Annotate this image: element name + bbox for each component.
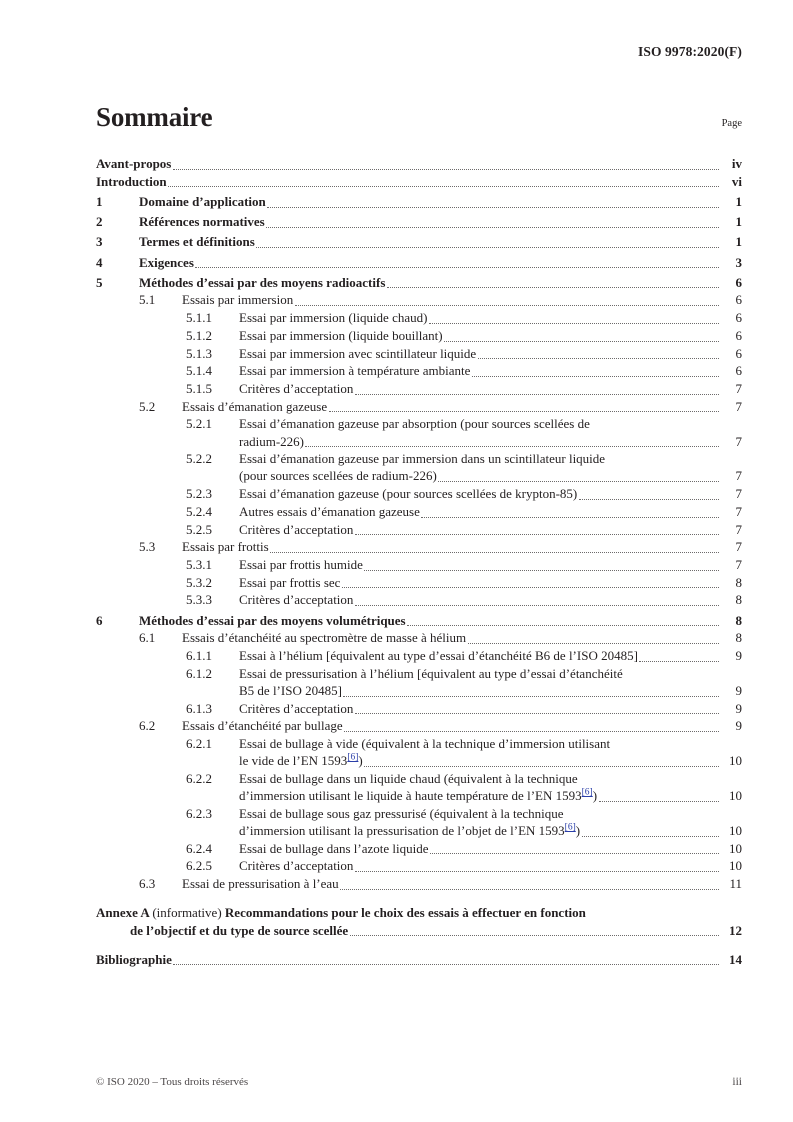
toc-leader-line <box>239 503 742 520</box>
page-column-label: Page <box>721 118 742 129</box>
toc-entry-label-line1: Essai de bullage à vide (équivalent à la technique d’immersion utilisant <box>239 736 611 751</box>
toc-entry-page-number: 9 <box>735 682 742 698</box>
toc-entry[interactable] <box>96 173 742 190</box>
toc-leader-line <box>182 875 742 892</box>
dot-leader <box>270 543 718 553</box>
dot-leader <box>267 198 718 208</box>
dot-leader <box>364 757 718 767</box>
toc-entry[interactable] <box>96 840 742 857</box>
table-of-contents <box>96 155 742 968</box>
toc-entry-label: Exigences <box>139 254 194 270</box>
toc-entry-body <box>239 770 742 804</box>
toc-entry[interactable] <box>96 735 742 769</box>
dot-leader <box>582 827 719 837</box>
toc-entry-number: 2 <box>96 214 103 230</box>
toc-entry-page-number: 9 <box>735 700 742 716</box>
toc-entry-label: Essais d’étanchéité au spectromètre de masse à hélium <box>182 630 467 646</box>
toc-entry-label-line1: Essai d’émanation gazeuse par absorption (pour sources scellées de <box>239 416 590 432</box>
toc-entry[interactable] <box>96 155 742 172</box>
toc-leader-line <box>139 233 742 250</box>
toc-entry-page-number: 1 <box>735 193 742 209</box>
dot-leader <box>421 508 718 518</box>
annex-name: Annexe A <box>96 905 153 921</box>
toc-entry-page-number: 7 <box>735 503 742 519</box>
toc-entry-label: Critères d’acceptation <box>239 858 354 874</box>
toc-entry-label: de l’objectif et du type de source scellée <box>130 922 349 938</box>
toc-entry-label-suffix: ) <box>592 788 598 804</box>
toc-entry-page-number: 9 <box>735 718 742 734</box>
toc-entry-body <box>139 233 742 250</box>
toc-entry-body <box>239 647 742 664</box>
toc-entry[interactable] <box>96 450 742 484</box>
copyright-notice: © ISO 2020 – Tous droits réservés <box>96 1076 249 1088</box>
toc-leader-line <box>96 922 742 939</box>
dot-leader <box>468 634 719 644</box>
toc-entry-label-line1: Essai de pressurisation à l’hélium [équivalent au type d’essai d’étanchéité <box>239 665 623 681</box>
toc-entry[interactable] <box>96 485 742 502</box>
toc-entry-label-line1: Essai de bullage dans un liquide chaud (équivalent à la technique <box>239 770 578 786</box>
toc-leader-line <box>182 398 742 415</box>
toc-entry-number: 6.2.5 <box>186 858 212 874</box>
dot-leader <box>355 862 719 872</box>
dot-leader <box>340 880 718 890</box>
toc-entry-label <box>239 787 597 804</box>
toc-leader-line <box>239 345 742 362</box>
toc-entry-page-number: 7 <box>735 398 742 414</box>
dot-leader <box>407 616 718 626</box>
toc-entry-number: 5.3.3 <box>186 592 212 608</box>
toc-entry-page-number: 6 <box>735 327 742 343</box>
toc-leader-line <box>239 682 742 699</box>
toc-entry-page-number: 10 <box>729 840 742 856</box>
toc-entry[interactable] <box>96 254 742 271</box>
toc-entry-number: 6 <box>96 612 103 628</box>
toc-entry[interactable] <box>96 665 742 699</box>
toc-entry-page-number: 7 <box>735 556 742 572</box>
toc-entry-number: 5.2.2 <box>186 451 212 467</box>
toc-entry-label: Critères d’acceptation <box>239 521 354 537</box>
dot-leader <box>355 596 719 606</box>
toc-entry-label: Essai de pressurisation à l’eau <box>182 876 339 892</box>
dot-leader <box>355 385 719 395</box>
page-folio: iii <box>732 1076 742 1088</box>
toc-entry-label: Essai par immersion (liquide bouillant) <box>239 327 443 343</box>
toc-leader-line <box>239 822 742 839</box>
toc-entry[interactable] <box>96 857 742 874</box>
toc-entry-number: 5.3.1 <box>186 556 212 572</box>
toc-entry-body <box>239 556 742 573</box>
toc-entry[interactable] <box>96 647 742 664</box>
toc-leader-line <box>239 380 742 397</box>
toc-entry[interactable] <box>96 591 742 608</box>
toc-entry-page-number: iv <box>731 156 742 171</box>
dot-leader <box>438 472 718 482</box>
toc-entry-number: 5.1.5 <box>186 380 212 396</box>
toc-entry-page-number: 6 <box>735 274 742 290</box>
dot-leader <box>472 367 719 377</box>
toc-entry-label: Essais par frottis <box>182 539 269 555</box>
toc-entry-number: 6.2 <box>139 718 156 734</box>
toc-entry[interactable] <box>96 875 742 892</box>
toc-entry-body <box>182 398 742 415</box>
toc-leader-line <box>182 291 742 308</box>
toc-entry[interactable] <box>96 380 742 397</box>
toc-entry-label: Essai par immersion (liquide chaud) <box>239 310 428 326</box>
toc-entry-number: 5.1 <box>139 292 156 308</box>
toc-entry-page-number: 10 <box>729 823 742 839</box>
dot-leader <box>344 722 718 732</box>
toc-entry[interactable] <box>96 717 742 734</box>
toc-entry-page-number: 10 <box>729 858 742 874</box>
toc-entry-body <box>239 521 742 538</box>
toc-entry-label: Essai par frottis sec <box>239 574 341 590</box>
toc-leader-line <box>239 467 742 484</box>
toc-leader-line <box>239 556 742 573</box>
toc-entry-label <box>239 822 580 839</box>
toc-entry-page-number: 8 <box>735 574 742 590</box>
toc-entry-body <box>239 362 742 379</box>
dot-leader <box>173 160 719 170</box>
toc-entry-page-number: 6 <box>735 363 742 379</box>
toc-entry-body <box>139 612 742 629</box>
toc-entry[interactable] <box>96 327 742 344</box>
toc-entry-label-text: le vide de l’EN 1593 <box>239 753 348 769</box>
toc-leader-line <box>182 538 742 555</box>
toc-entry[interactable] <box>96 345 742 362</box>
toc-entry-page-number: 10 <box>729 753 742 769</box>
dot-leader <box>350 926 719 936</box>
toc-leader-line <box>139 612 742 629</box>
dot-leader <box>387 278 719 288</box>
toc-leader-line <box>239 485 742 502</box>
toc-entry[interactable] <box>96 274 742 291</box>
toc-entry[interactable] <box>96 805 742 839</box>
toc-leader-line <box>239 574 742 591</box>
annex-title: Recommandations pour le choix des essais à effectuer en fonction <box>224 905 586 921</box>
toc-entry[interactable] <box>96 538 742 555</box>
toc-entry-body <box>239 665 742 699</box>
toc-entry-body <box>239 309 742 326</box>
toc-entry-number: 3 <box>96 234 103 250</box>
dot-leader <box>173 955 718 965</box>
toc-leader-line <box>239 787 742 804</box>
toc-entry-number: 6.2.2 <box>186 770 212 786</box>
toc-entry-number: 6.1.2 <box>186 665 212 681</box>
toc-entry[interactable] <box>96 213 742 230</box>
toc-entry[interactable] <box>96 770 742 804</box>
toc-leader-line <box>182 717 742 734</box>
toc-entry-page-number: 9 <box>735 647 742 663</box>
toc-entry-page-number: vi <box>731 173 742 189</box>
toc-entry[interactable] <box>96 193 742 210</box>
toc-entry-body <box>96 904 742 938</box>
toc-entry-number: 5 <box>96 274 103 290</box>
footnote-reference-link[interactable]: [6] <box>581 787 593 798</box>
toc-entry[interactable] <box>96 291 742 308</box>
toc-entry-label-suffix: ) <box>575 823 581 839</box>
toc-entry-label: Domaine d’application <box>139 193 266 209</box>
annex-qualifier: (informative) <box>152 905 225 921</box>
toc-entry[interactable] <box>96 521 742 538</box>
toc-leader-line <box>239 591 742 608</box>
toc-entry-body <box>239 700 742 717</box>
toc-entry[interactable] <box>96 233 742 250</box>
dot-leader <box>599 792 719 802</box>
dot-leader <box>266 218 718 228</box>
toc-leader-line <box>239 857 742 874</box>
toc-entry-page-number: 1 <box>735 234 742 250</box>
toc-entry[interactable] <box>96 574 742 591</box>
dot-leader <box>430 844 718 854</box>
toc-entry-label-suffix: ) <box>358 753 363 769</box>
toc-entry-page-number: 7 <box>735 433 742 449</box>
toc-entry[interactable] <box>96 398 742 415</box>
toc-entry-body <box>96 155 742 172</box>
dot-leader <box>256 238 718 248</box>
toc-entry-page-number: 8 <box>735 630 742 646</box>
toc-entry-label: Méthodes d’essai par des moyens radioactifs <box>139 274 386 290</box>
dot-leader <box>639 652 718 662</box>
toc-entry-label: Références normatives <box>139 214 265 230</box>
toc-entry-body <box>239 735 742 769</box>
toc-entry-page-number: 3 <box>735 254 742 270</box>
toc-entry-label-text: d’immersion utilisant la pressurisation de l’objet de l’EN 1593 <box>239 823 565 839</box>
dot-leader <box>355 525 719 535</box>
toc-entry-body <box>239 415 742 449</box>
toc-entry-body <box>182 291 742 308</box>
toc-entry-label: Critères d’acceptation <box>239 700 354 716</box>
toc-entry[interactable] <box>96 362 742 379</box>
toc-entry-body <box>182 629 742 646</box>
toc-entry-page-number: 1 <box>735 214 742 230</box>
toc-entry-label: Avant-propos <box>96 156 172 171</box>
document-header-id: ISO 9978:2020(F) <box>638 44 742 59</box>
toc-entry-number: 5.2.4 <box>186 503 212 519</box>
toc-entry-label-line1 <box>96 904 742 921</box>
toc-entry-label: Introduction <box>96 173 167 189</box>
toc-leader-line <box>239 647 742 664</box>
toc-leader-line <box>239 840 742 857</box>
toc-entry-page-number: 7 <box>735 486 742 502</box>
footnote-reference-link[interactable]: [6] <box>564 822 576 833</box>
toc-leader-line <box>139 193 742 210</box>
toc-entry-page-number: 11 <box>729 876 742 892</box>
toc-entry-label: Essai d’émanation gazeuse (pour sources scellées de krypton-85) <box>239 486 578 502</box>
toc-entry-body <box>139 274 742 291</box>
toc-entry-label: Essais d’étanchéité par bullage <box>182 718 343 734</box>
toc-leader-line <box>239 309 742 326</box>
toc-entry-body <box>239 857 742 874</box>
toc-entry-page-number: 7 <box>735 521 742 537</box>
toc-entry-number: 6.1 <box>139 630 156 646</box>
toc-entry-page-number: 6 <box>735 345 742 361</box>
toc-entry-number: 5.1.3 <box>186 345 212 361</box>
dot-leader <box>429 314 719 324</box>
toc-leader-line <box>96 155 742 172</box>
toc-entry-body <box>239 380 742 397</box>
toc-entry-number: 5.3.2 <box>186 574 212 590</box>
toc-entry-page-number: 8 <box>735 612 742 628</box>
toc-entry-number: 5.1.1 <box>186 310 212 326</box>
dot-leader <box>355 704 719 714</box>
toc-entry-body <box>182 717 742 734</box>
toc-entry-label: Bibliographie <box>96 951 172 967</box>
toc-entry[interactable] <box>96 612 742 629</box>
toc-entry-number: 5.2.3 <box>186 486 212 502</box>
toc-entry-page-number: 10 <box>729 788 742 804</box>
toc-entry-body <box>239 485 742 502</box>
toc-leader-line <box>139 254 742 271</box>
toc-leader-line <box>239 327 742 344</box>
dot-leader <box>295 296 719 306</box>
toc-entry[interactable] <box>96 629 742 646</box>
toc-entry-page-number: 7 <box>735 539 742 555</box>
toc-entry-label: Méthodes d’essai par des moyens volumétriques <box>139 612 406 628</box>
toc-entry-label: Essai de bullage dans l’azote liquide <box>239 840 429 856</box>
dot-leader <box>168 177 718 187</box>
toc-leader-line <box>139 213 742 230</box>
toc-leader-line <box>96 951 742 968</box>
toc-entry[interactable] <box>96 951 742 968</box>
toc-entry-number: 1 <box>96 193 103 209</box>
toc-entry-number: 6.1.1 <box>186 647 212 663</box>
toc-entry-label-line1: Essai de bullage sous gaz pressurisé (équivalent à la technique <box>239 805 564 821</box>
footnote-reference-link[interactable]: [6] <box>347 752 359 763</box>
dot-leader <box>364 561 718 571</box>
toc-entry-body <box>96 173 742 190</box>
toc-entry-body <box>139 254 742 271</box>
toc-entry-number: 6.2.1 <box>186 736 212 751</box>
toc-entry-body <box>239 450 742 484</box>
toc-entry-label: Essai par frottis humide <box>239 556 363 572</box>
toc-entry-number: 6.1.3 <box>186 700 212 716</box>
toc-entry-number: 6.3 <box>139 876 156 892</box>
toc-leader-line <box>96 173 742 190</box>
toc-entry-label: radium-226) <box>239 433 304 449</box>
toc-entry-number: 5.1.2 <box>186 327 212 343</box>
dot-leader <box>329 402 719 412</box>
toc-entry-page-number: 7 <box>735 380 742 396</box>
toc-entry-body <box>182 538 742 555</box>
dot-leader <box>342 578 719 588</box>
toc-entry-number: 5.1.4 <box>186 363 212 379</box>
toc-entry-label: (pour sources scellées de radium-226) <box>239 468 437 484</box>
toc-entry[interactable] <box>96 556 742 573</box>
toc-entry-page-number: 6 <box>735 292 742 308</box>
toc-entry-number: 6.2.3 <box>186 805 212 821</box>
toc-entry-label: Essai par immersion à température ambiante <box>239 363 471 379</box>
toc-entry-body <box>239 574 742 591</box>
toc-entry-body <box>139 193 742 210</box>
toc-entry-label: Termes et définitions <box>139 234 255 250</box>
toc-leader-line <box>239 752 742 769</box>
toc-entry-body <box>239 327 742 344</box>
toc-entry-body <box>239 805 742 839</box>
toc-entry-body <box>182 875 742 892</box>
dot-leader <box>444 332 718 342</box>
toc-entry-body <box>239 840 742 857</box>
dot-leader <box>579 490 719 500</box>
toc-entry-label: Essai par immersion avec scintillateur liquide <box>239 345 477 361</box>
toc-entry-page-number: 12 <box>729 922 742 938</box>
toc-entry-label-text: d’immersion utilisant le liquide à haute température de l’EN 1593 <box>239 788 582 804</box>
toc-entry-label: Essais par immersion <box>182 292 294 308</box>
toc-leader-line <box>239 700 742 717</box>
toc-entry-number: 5.2.1 <box>186 416 212 432</box>
toc-entry-label: Critères d’acceptation <box>239 592 354 608</box>
toc-entry-number: 5.3 <box>139 539 156 555</box>
toc-leader-line <box>139 274 742 291</box>
dot-leader <box>195 258 718 268</box>
toc-entry-number: 6.2.4 <box>186 840 212 856</box>
toc-title-row <box>96 104 742 131</box>
toc-leader-line <box>239 433 742 450</box>
toc-entry-label <box>239 752 363 769</box>
toc-entry-page-number: 7 <box>735 468 742 484</box>
toc-entry[interactable] <box>96 309 742 326</box>
toc-entry[interactable] <box>96 700 742 717</box>
toc-entry-body <box>96 951 742 968</box>
document-footer <box>96 1076 742 1088</box>
dot-leader <box>343 687 718 697</box>
dot-leader <box>305 437 718 447</box>
toc-leader-line <box>239 362 742 379</box>
toc-entry-label: Autres essais d’émanation gazeuse <box>239 503 420 519</box>
toc-leader-line <box>239 521 742 538</box>
toc-entry-page-number: 8 <box>735 592 742 608</box>
dot-leader <box>478 349 719 359</box>
toc-entry-body <box>239 345 742 362</box>
toc-entry-body <box>239 591 742 608</box>
toc-entry-number: 5.2.5 <box>186 521 212 537</box>
toc-entry-label: Essais d’émanation gazeuse <box>182 398 328 414</box>
toc-entry-page-number: 6 <box>735 310 742 326</box>
toc-entry-label: Critères d’acceptation <box>239 380 354 396</box>
toc-entry-label-line1: Essai d’émanation gazeuse par immersion dans un scintillateur liquide <box>239 451 606 467</box>
toc-entry-label: B5 de l’ISO 20485] <box>239 682 342 698</box>
toc-entry-body <box>139 213 742 230</box>
toc-entry-body <box>239 503 742 520</box>
toc-entry[interactable] <box>96 503 742 520</box>
page-title: Sommaire <box>96 102 213 132</box>
toc-entry-number: 4 <box>96 254 103 270</box>
toc-leader-line <box>182 629 742 646</box>
toc-entry[interactable] <box>96 415 742 449</box>
toc-entry-number: 5.2 <box>139 398 156 414</box>
toc-entry-label: Essai à l’hélium [équivalent au type d’essai d’étanchéité B6 de l’ISO 20485] <box>239 647 638 663</box>
toc-entry[interactable] <box>96 904 742 938</box>
toc-entry-page-number: 14 <box>729 951 742 967</box>
